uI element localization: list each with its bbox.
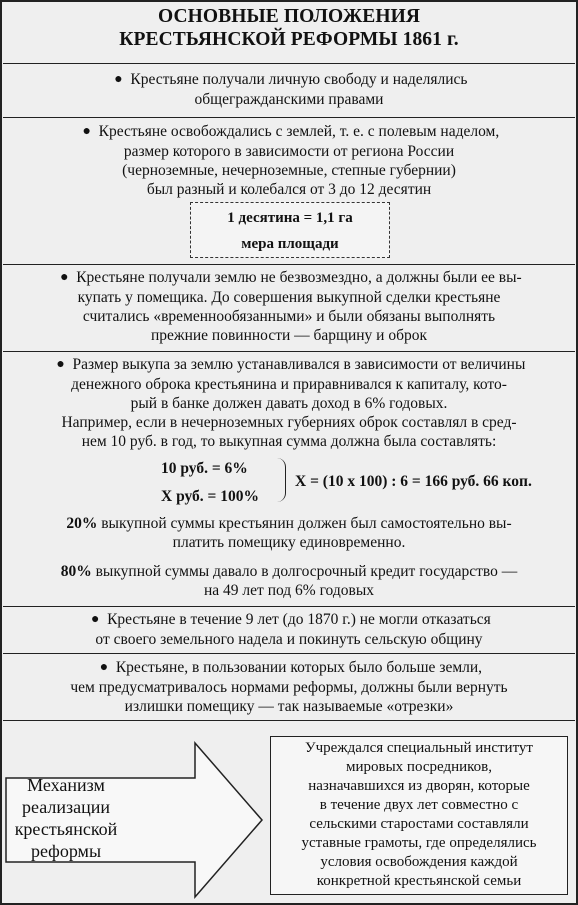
text-line: Крестьяне освобождались с землей, т. е. с полевым наделом, <box>98 123 500 140</box>
mechanism-label: Механизм реализации крестьянской реформы <box>14 775 118 861</box>
title-line-2: КРЕСТЬЯНСКОЙ РЕФОРМЫ 1861 г. <box>119 29 459 50</box>
bullet-icon: ● <box>56 357 65 372</box>
formula-result: X = (10 х 100) : 6 = 166 руб. 66 коп. <box>295 473 532 490</box>
provision-nine-years <box>3 606 575 653</box>
measure-definition: 1 десятина = 1,1 га <box>227 210 353 226</box>
percent-20: 20% <box>66 515 98 532</box>
text-line: в течение двух лет совместно с <box>319 797 519 813</box>
text-line: Крестьяне, в пользовании которых было больше земли, <box>115 659 483 676</box>
measure-caption: мера площади <box>241 236 339 252</box>
text-line: Крестьяне в течение 9 лет (до 1870 г.) не могли отказаться <box>107 611 491 628</box>
text-line: считались «временнообязанными» и были обязаны выполнять <box>82 308 496 325</box>
text-line: нем 10 руб. в год, то выкупная сумма должна была составлять: <box>81 433 497 450</box>
text-line: излишки помещику — так называемые «отрезки» <box>124 698 454 715</box>
provision-redemption <box>3 264 575 351</box>
text-line: рый в банке должен давать доход в 6% годовых. <box>130 395 448 412</box>
text-line: Размер выкупа за землю устанавливался в зависимости от величины <box>72 356 526 373</box>
percent-80: 80% <box>60 563 92 580</box>
provision-otrezki <box>3 653 575 721</box>
text-line: (черноземные, нечерноземные, степные губернии) <box>122 162 456 179</box>
bullet-icon: ● <box>82 124 91 139</box>
text-line: был разный и колебался от 3 до 12 десятин <box>146 181 432 198</box>
paragraph-80-percent: 80% выкупной суммы давало в долгосрочный кредит государство — <box>60 563 518 580</box>
text-line: на 49 лет под 6% годовых <box>204 582 374 599</box>
formula-line-2: X руб. = 100% <box>161 488 259 505</box>
text-line: назначавшихся из дворян, которые <box>308 778 530 794</box>
text-line: купать у помещика. До совершения выкупной сделки крестьяне <box>77 289 501 306</box>
paragraph-20-percent: 20% выкупной суммы крестьянин должен был самостоятельно вы- <box>66 515 512 532</box>
text-line: от своего земельного надела и покинуть сельскую общину <box>95 631 483 648</box>
provision-redemption-amount <box>3 351 575 606</box>
bullet-icon: ● <box>99 660 109 675</box>
text-line: Крестьяне получали землю не безвозмездно, а должны были ее вы- <box>76 269 522 286</box>
text-line: Например, если в нечерноземных губерниях оброк составлял в сред- <box>61 414 517 431</box>
text-line: платить помещику единовременно. <box>172 534 406 551</box>
brace-icon <box>277 458 286 502</box>
text-line: условия освобождения каждой <box>320 854 518 870</box>
text-line: мировых посредников, <box>346 759 492 775</box>
text-line: денежного оброка крестьянина и приравнивался к капиталу, кото- <box>71 376 507 393</box>
page-title <box>2 2 576 51</box>
text-line: размер которого в зависимости от региона России <box>123 143 455 160</box>
formula-line-1: 10 руб. = 6% <box>161 460 248 477</box>
provision-land-allotment <box>3 117 575 264</box>
text-line: сельскими старостами составляли <box>309 816 529 832</box>
text-line: Крестьяне получали личную свободу и наделялись <box>130 71 468 88</box>
mechanism-description-box <box>270 736 568 895</box>
text-line: прежние повинности — барщину и оброк <box>150 327 428 344</box>
text-line: уставные грамоты, где определялись <box>301 835 537 851</box>
text-line: конкретной крестьянской семьи <box>316 873 522 889</box>
bullet-icon: ● <box>114 72 123 87</box>
bullet-icon: ● <box>90 612 100 627</box>
text-line: чем предусматривалось нормами реформы, должны были вернуть <box>70 679 508 696</box>
bullet-icon: ● <box>60 270 69 285</box>
text-line: Учреждался специальный институт <box>304 740 533 756</box>
title-line-1: ОСНОВНЫЕ ПОЛОЖЕНИЯ <box>157 6 421 27</box>
text-line: общегражданскими правами <box>194 91 384 108</box>
measure-note-box <box>190 202 390 258</box>
provision-personal-freedom <box>3 63 575 117</box>
